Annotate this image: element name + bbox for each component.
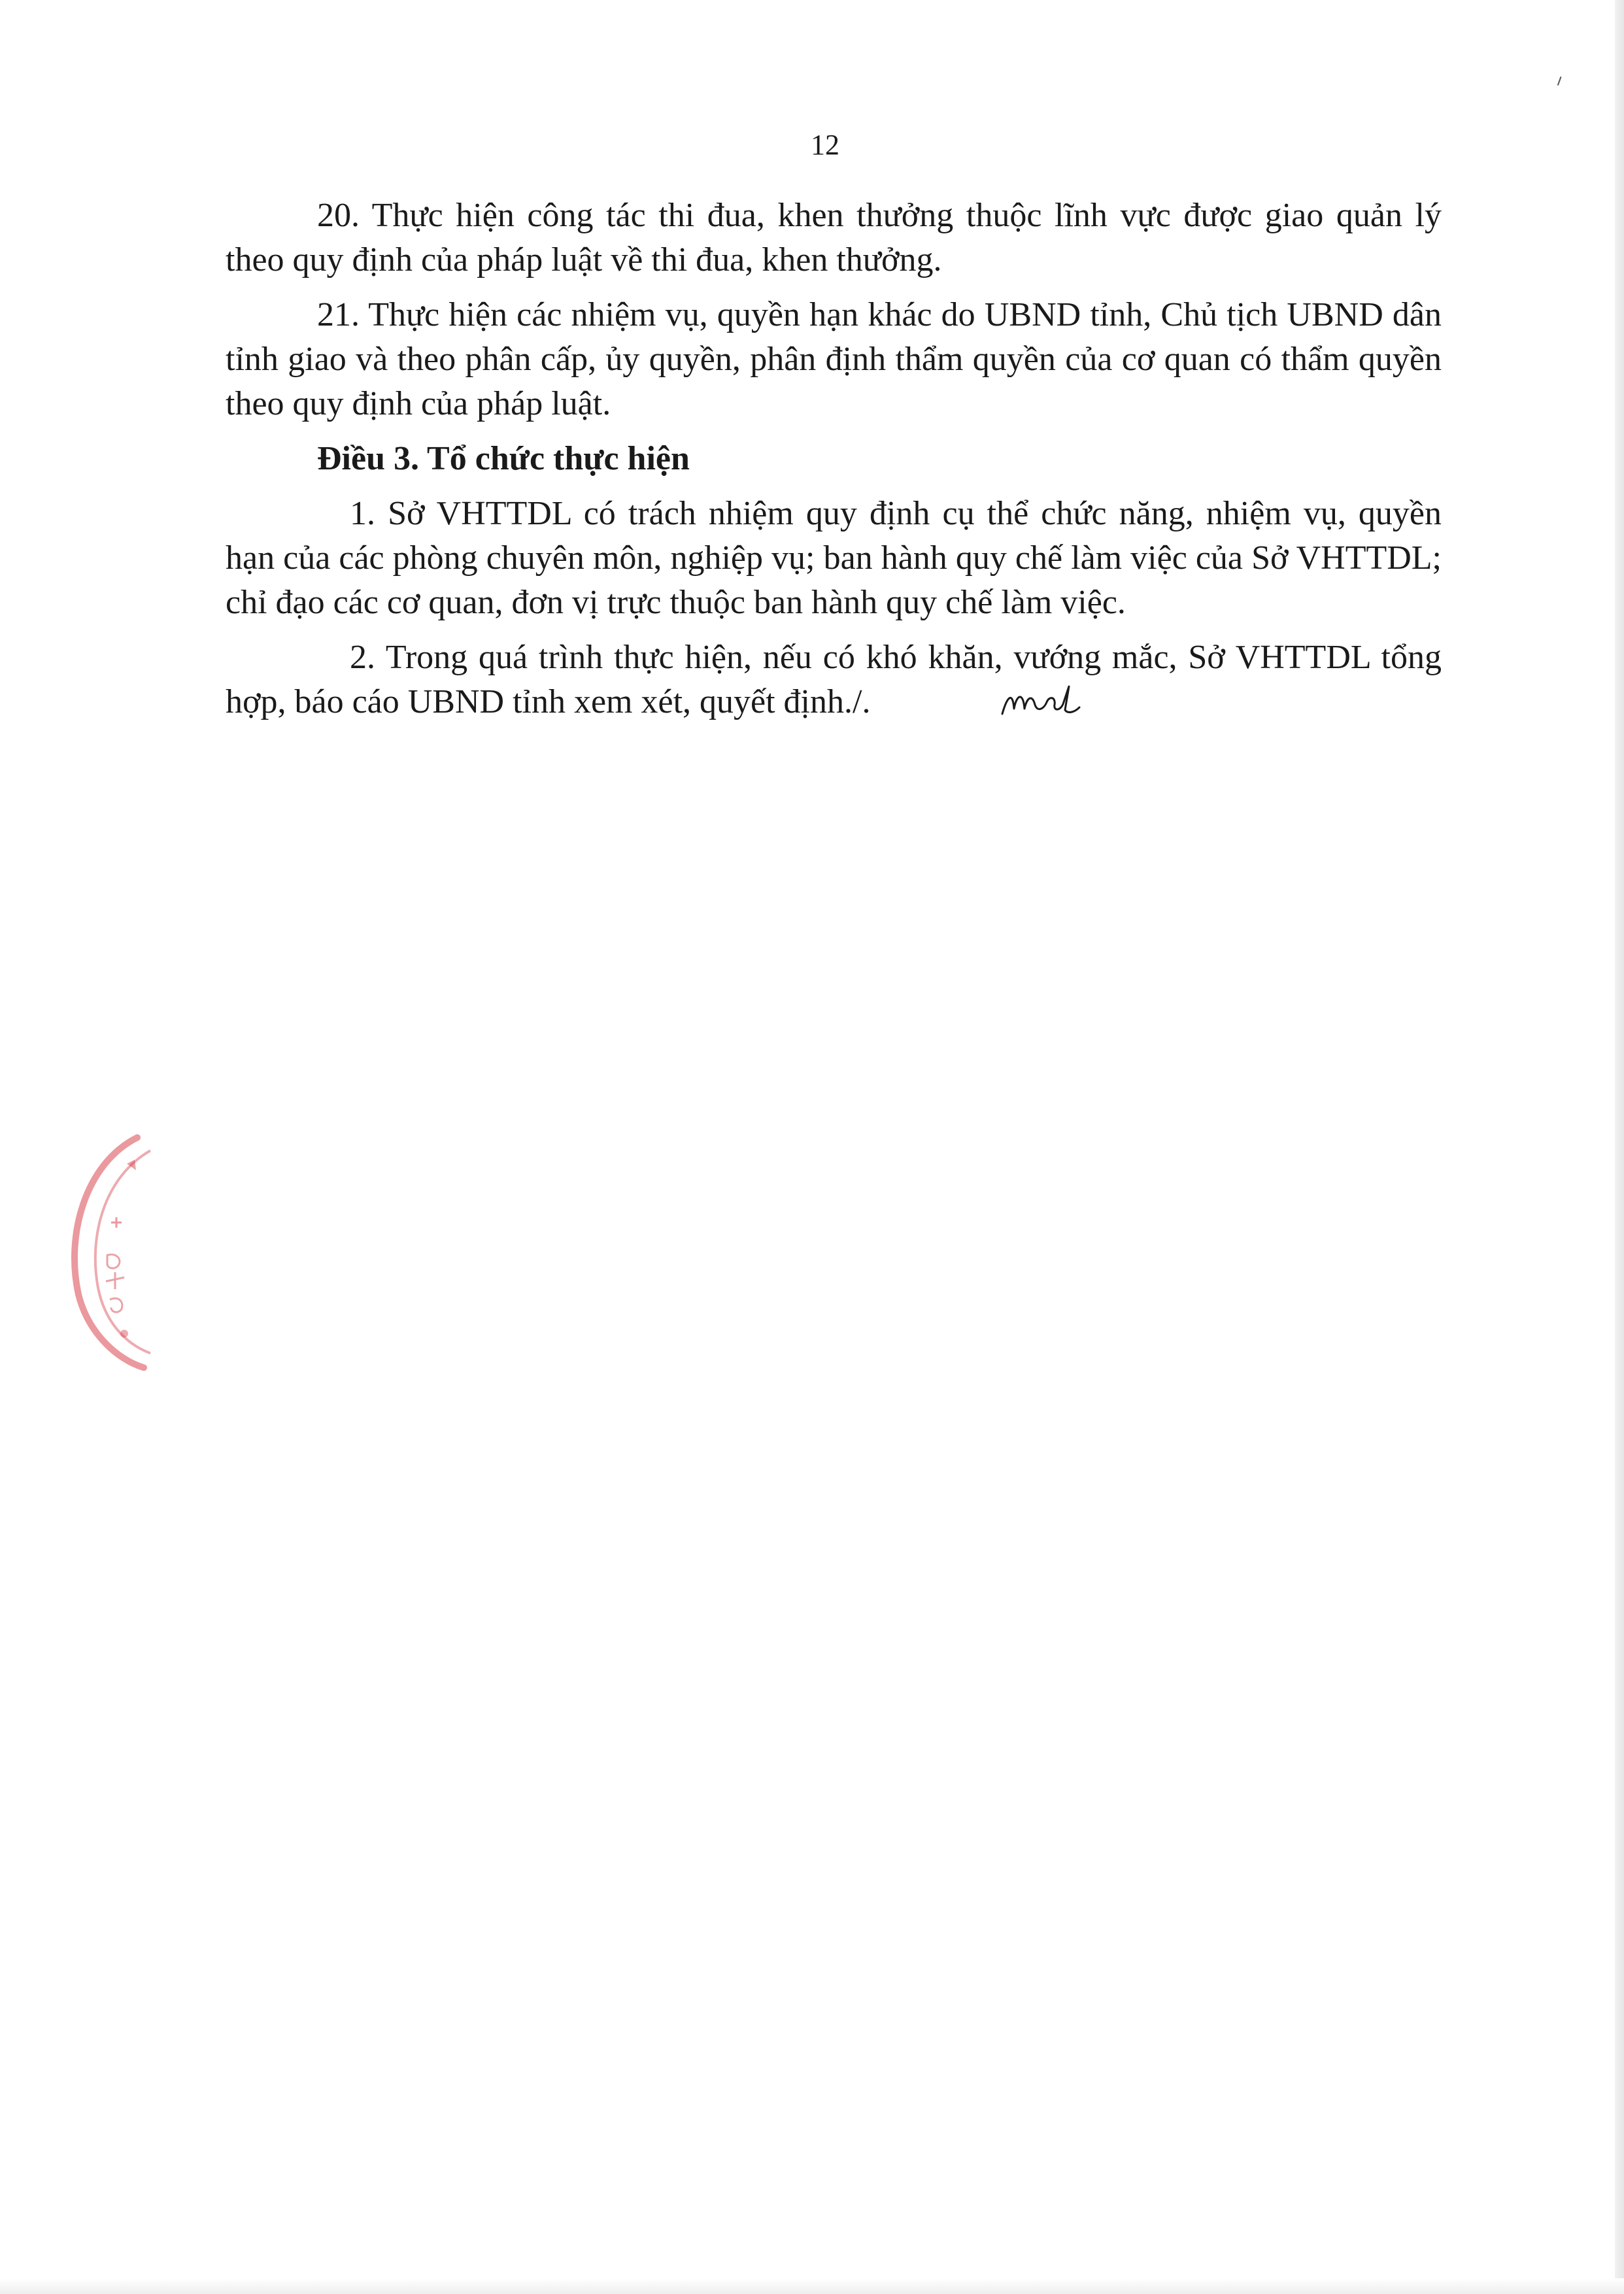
red-seal-stamp [59,1124,163,1373]
document-body [226,194,1442,735]
paragraph-item-20: 20. Thực hiện công tác thi đua, khen thưởng thuộc lĩnh vực được giao quản lý theo quy định của pháp luật về thi đua, khen thưởng. [226,197,1442,278]
scan-speck [1557,76,1565,87]
article-item-1: 1. Sở VHTTDL có trách nhiệm quy định cụ thể chức năng, nhiệm vụ, quyền hạn của các phòng chuyên môn, nghiệp vụ; ban hành quy chế làm việc của Sở VHTTDL; chỉ đạo các cơ quan, đơn vị trực thuộc ban hành quy chế làm việc. [226,495,1442,621]
page-number: 12 [811,129,839,161]
article-item-2 [226,635,1442,724]
paragraph-item-21: 21. Thực hiện các nhiệm vụ, quyền hạn khác do UBND tỉnh, Chủ tịch UBND dân tỉnh giao và theo phân cấp, ủy quyền, phân định thẩm quyền của cơ quan có thẩm quyền theo quy định của pháp luật. [226,296,1442,422]
scan-edge-bottom [0,2278,1624,2294]
scan-edge-right [1615,0,1624,2294]
signature-initials [874,683,959,722]
article-item-2-text: 2. Trong quá trình thực hiện, nếu có khó khăn, vướng mắc, Sở VHTTDL tổng hợp, báo cáo UBND tỉnh xem xét, quyết định./. [226,639,1442,720]
article-heading: Điều 3. Tổ chức thực hiện [317,440,690,477]
